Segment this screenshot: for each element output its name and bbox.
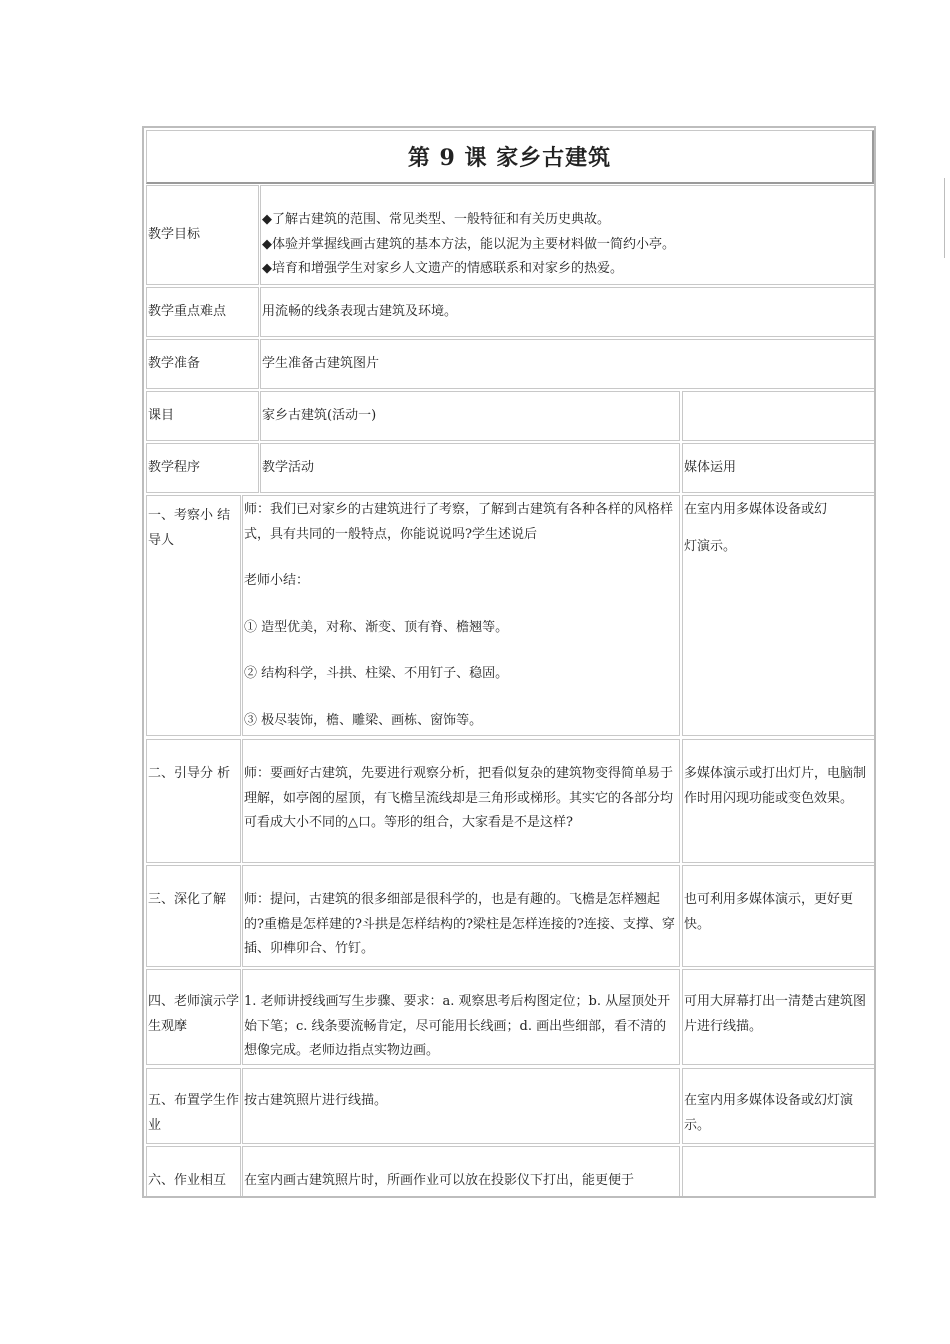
goal-label: 教学目标	[148, 226, 201, 242]
step1-line-1: 师：我们已对家乡的古建筑进行了考察，了解到古建筑有各种各样的风格样式，具有共同的一般特点，你能说说吗?学生述说后	[244, 502, 674, 542]
focus-label-cell	[146, 287, 259, 337]
step4-content-cell	[242, 969, 680, 1065]
step5-label-cell	[146, 1068, 241, 1144]
page-edge-divider	[944, 178, 950, 258]
step6-label: 六、作业相互	[148, 1173, 227, 1188]
title-cell	[146, 130, 874, 184]
step2-media-cell	[682, 739, 876, 863]
step1-media-line-2: 灯演示。	[684, 538, 737, 554]
step1-label-cell	[146, 495, 241, 736]
step1-media-cell	[682, 495, 876, 736]
procedure-label: 教学程序	[148, 459, 201, 475]
step5-label: 五、布置学生作业	[148, 1093, 240, 1133]
focus-content: 用流畅的线条表现古建筑及环境。	[262, 303, 458, 319]
step3-label: 三、深化了解	[148, 892, 227, 907]
subject-content: 家乡古建筑(活动一)	[262, 407, 377, 423]
step4-label: 四、老师演示学生观摩	[148, 994, 240, 1034]
step1-label: 一、考察小 结导人	[148, 508, 231, 548]
activity-header-cell	[260, 443, 680, 493]
step4-label-cell	[146, 969, 241, 1065]
step6-content-cell	[242, 1146, 680, 1198]
step2-label-cell	[146, 739, 241, 863]
step5-content-cell	[242, 1068, 680, 1144]
step1-media-line-1: 在室内用多媒体设备或幻	[684, 502, 828, 517]
step1-content-cell	[242, 495, 680, 736]
step2-label: 二、引导分 析	[148, 766, 231, 781]
step5-media: 在室内用多媒体设备或幻灯演示。	[684, 1093, 854, 1133]
step3-content: 师：提问，古建筑的很多细部是很科学的，也是有趣的。飞檐是怎样翘起的?重檐是怎样建的?斗拱是怎样结构的?梁柱是怎样连接的?连接、支撑、穿插、卯榫卯合、竹钉。	[244, 892, 675, 956]
activity-header: 教学活动	[262, 459, 315, 475]
lesson-plan-table	[142, 126, 876, 1198]
step3-media-cell	[682, 865, 876, 967]
step3-content-cell	[242, 865, 680, 967]
subject-media-cell	[682, 391, 876, 441]
goal-item-1: ◆了解古建筑的范围、常见类型、一般特征和有关历史典故。	[262, 212, 610, 227]
step6-content: 在室内画古建筑照片时，所画作业可以放在投影仪下打出，能更便于	[244, 1173, 635, 1188]
subject-content-cell	[260, 391, 680, 441]
prep-content: 学生准备古建筑图片	[262, 355, 380, 371]
prep-content-cell	[260, 339, 876, 389]
step4-media-cell	[682, 969, 876, 1065]
step1-line-2: 老师小结：	[244, 573, 310, 588]
focus-content-cell	[260, 287, 876, 337]
step1-line-4: ② 结构科学，斗拱、柱梁、不用钉子、稳固。	[244, 666, 509, 681]
goal-content-cell	[260, 185, 876, 285]
step1-line-5: ③ 极尽装饰，檐、雕梁、画栋、窗饰等。	[244, 712, 483, 728]
step2-media: 多媒体演示或打出灯片，电脑制作时用闪现功能或变色效果。	[684, 766, 867, 806]
media-header: 媒体运用	[684, 459, 737, 475]
subject-label-cell	[146, 391, 259, 441]
prep-label-cell	[146, 339, 259, 389]
step6-label-cell	[146, 1146, 241, 1198]
step4-media: 可用大屏幕打出一清楚古建筑图片进行线描。	[684, 994, 867, 1034]
step6-media-cell	[682, 1146, 876, 1198]
prep-label: 教学准备	[148, 355, 201, 371]
goal-item-2: ◆体验并掌握线画古建筑的基本方法，能以泥为主要材料做一简约小亭。	[262, 236, 675, 252]
procedure-label-cell	[146, 443, 259, 493]
step3-media: 也可利用多媒体演示，更好更快。	[684, 892, 854, 932]
step5-media-cell	[682, 1068, 876, 1144]
goal-item-3: ◆培育和增强学生对家乡人文遗产的情感联系和对家乡的热爱。	[262, 261, 623, 276]
page-title: 第 9 课 家乡古建筑	[407, 145, 612, 171]
step3-label-cell	[146, 865, 241, 967]
subject-label: 课目	[148, 407, 175, 423]
step5-content: 按古建筑照片进行线描。	[244, 1093, 388, 1108]
focus-label: 教学重点难点	[148, 303, 227, 319]
step1-line-3: ① 造型优美，对称、渐变、顶有脊、檐翘等。	[244, 619, 509, 635]
media-header-cell	[682, 443, 876, 493]
step2-content: 师：要画好古建筑，先要进行观察分析，把看似复杂的建筑物变得简单易于理解，如亭阁的屋顶，有飞檐呈流线却是三角形或梯形。其实它的各部分均可看成大小不同的△口。等形的组合，大家看是不是这样?	[244, 766, 674, 830]
goal-label-cell	[146, 185, 259, 285]
step4-content: 1. 老师讲授线画写生步骤、要求：a. 观察思考后构图定位；b. 从屋顶处开始下笔；c. 线条要流畅肯定，尽可能用长线画；d. 画出些细部，看不清的想像完成。老师边指点实物边画。	[244, 994, 671, 1058]
step2-content-cell	[242, 739, 680, 863]
